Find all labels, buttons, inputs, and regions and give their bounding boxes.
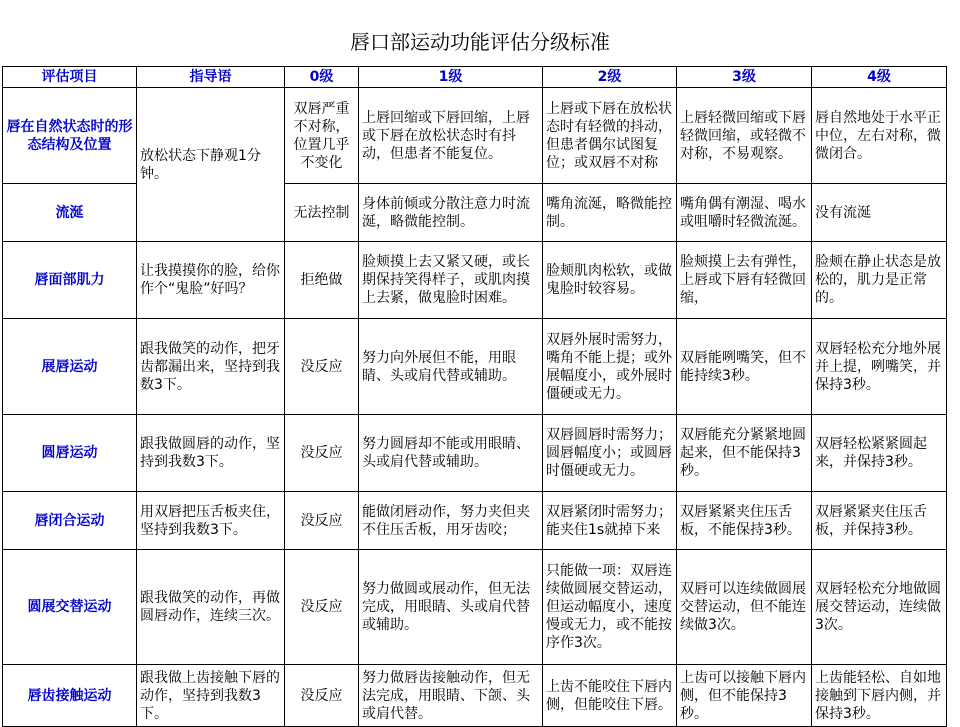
level-2-cell: 脸颊肌肉松软，或做鬼脸时较容易。 <box>543 242 677 319</box>
header-level-4: 4级 <box>812 67 947 88</box>
level-3-cell: 双唇能充分紧紧地圆起来，但不能保持3秒。 <box>677 415 812 492</box>
level-2-cell: 嘴角流涎，略微能控制。 <box>543 184 677 242</box>
level-4-cell: 双唇紧紧夹住压舌板，并保持3秒。 <box>812 492 947 550</box>
level-1-cell: 努力做唇齿接触动作，但无法完成，用眼睛、下颌、头或肩代替。 <box>359 665 543 727</box>
level-4-cell: 脸颊在静止状态是放松的，肌力是正常的。 <box>812 242 947 319</box>
item-cell: 圆展交替运动 <box>3 550 137 665</box>
level-4-cell: 双唇轻松充分地做圆展交替运动，连续做3次。 <box>812 550 947 665</box>
level-1-cell: 努力做圆或展动作，但无法完成，用眼睛、头或肩代替或辅助。 <box>359 550 543 665</box>
guide-cell: 跟我做上齿接触下唇的动作，坚持到我数3下。 <box>137 665 285 727</box>
item-cell: 唇齿接触运动 <box>3 665 137 727</box>
guide-cell: 用双唇把压舌板夹住，坚持到我数3下。 <box>137 492 285 550</box>
item-cell: 唇面部肌力 <box>3 242 137 319</box>
guide-cell: 放松状态下静观1分钟。 <box>137 88 285 242</box>
level-3-cell: 双唇可以连续做圆展交替运动，但不能连续做3次。 <box>677 550 812 665</box>
table-row <box>3 415 947 492</box>
level-3-cell: 双唇能咧嘴笑，但不能持续3秒。 <box>677 319 812 415</box>
level-3-cell: 上齿可以接触下唇内侧，但不能保持3秒。 <box>677 665 812 727</box>
level-0-cell: 无法控制 <box>285 184 359 242</box>
level-1-cell: 努力圆唇却不能或用眼睛、头或肩代替或辅助。 <box>359 415 543 492</box>
table-row <box>3 242 947 319</box>
level-1-cell: 身体前倾或分散注意力时流涎，略微能控制。 <box>359 184 543 242</box>
table-row <box>3 550 947 665</box>
header-row <box>3 67 947 88</box>
header-item: 评估项目 <box>3 67 137 88</box>
page-title: 唇口部运动功能评估分级标准 <box>350 30 610 54</box>
level-1-cell: 脸颊摸上去又紧又硬，或长期保持笑得样子，或肌肉摸上去紧，做鬼脸时困难。 <box>359 242 543 319</box>
level-4-cell: 没有流涎 <box>812 184 947 242</box>
guide-cell: 跟我做圆唇的动作，坚持到我数3下。 <box>137 415 285 492</box>
level-0-cell: 拒绝做 <box>285 242 359 319</box>
level-2-cell: 上齿不能咬住下唇内侧，但能咬住下唇。 <box>543 665 677 727</box>
level-0-cell: 双唇严重不对称，位置几乎不变化 <box>285 88 359 184</box>
table-row <box>3 665 947 727</box>
level-3-cell: 脸颊摸上去有弹性，上唇或下唇有轻微回缩， <box>677 242 812 319</box>
level-0-cell: 没反应 <box>285 415 359 492</box>
level-2-cell: 只能做一项：双唇连续做圆展交替运动，但运动幅度小，速度慢或无力，或不能按序作3次。 <box>543 550 677 665</box>
table-row <box>3 492 947 550</box>
table-row <box>3 319 947 415</box>
item-cell: 唇在自然状态时的形态结构及位置 <box>3 88 137 184</box>
level-0-cell: 没反应 <box>285 319 359 415</box>
level-4-cell: 双唇轻松紧紧圆起来，并保持3秒。 <box>812 415 947 492</box>
header-guide: 指导语 <box>137 67 285 88</box>
guide-cell: 跟我做笑的动作，把牙齿都漏出来，坚持到我数3下。 <box>137 319 285 415</box>
level-4-cell: 双唇轻松充分地外展并上提，咧嘴笑，并保持3秒。 <box>812 319 947 415</box>
level-3-cell: 嘴角偶有潮湿、喝水或咀嚼时轻微流涎。 <box>677 184 812 242</box>
level-2-cell: 双唇紧闭时需努力；能夹住1s就掉下来 <box>543 492 677 550</box>
item-cell: 流涎 <box>3 184 137 242</box>
header-level-3: 3级 <box>677 67 812 88</box>
item-cell: 展唇运动 <box>3 319 137 415</box>
header-level-2: 2级 <box>543 67 677 88</box>
level-1-cell: 能做闭唇动作，努力夹但夹不住压舌板，用牙齿咬； <box>359 492 543 550</box>
header-level-1: 1级 <box>359 67 543 88</box>
level-4-cell: 上齿能轻松、自如地接触到下唇内侧，并保持3秒。 <box>812 665 947 727</box>
header-level-0: 0级 <box>285 67 359 88</box>
level-2-cell: 双唇外展时需努力，嘴角不能上提；或外展幅度小，或外展时僵硬或无力。 <box>543 319 677 415</box>
level-3-cell: 上唇轻微回缩或下唇轻微回缩，或轻微不对称，不易观察。 <box>677 88 812 184</box>
level-1-cell: 上唇回缩或下唇回缩，上唇或下唇在放松状态时有抖动，但患者不能复位。 <box>359 88 543 184</box>
level-0-cell: 没反应 <box>285 492 359 550</box>
level-3-cell: 双唇紧紧夹住压舌板，不能保持3秒。 <box>677 492 812 550</box>
level-4-cell: 唇自然地处于水平正中位，左右对称，微微闭合。 <box>812 88 947 184</box>
level-1-cell: 努力向外展但不能，用眼睛、头或肩代替或辅助。 <box>359 319 543 415</box>
item-cell: 圆唇运动 <box>3 415 137 492</box>
item-cell: 唇闭合运动 <box>3 492 137 550</box>
grading-table <box>2 66 947 727</box>
level-2-cell: 双唇圆唇时需努力；圆唇幅度小；或圆唇时僵硬或无力。 <box>543 415 677 492</box>
table-row <box>3 88 947 184</box>
guide-cell: 让我摸摸你的脸，给你作个“鬼脸”好吗？ <box>137 242 285 319</box>
guide-cell: 跟我做笑的动作，再做圆唇动作，连续三次。 <box>137 550 285 665</box>
level-2-cell: 上唇或下唇在放松状态时有轻微的抖动，但患者偶尔试图复位；或双唇不对称 <box>543 88 677 184</box>
level-0-cell: 没反应 <box>285 665 359 727</box>
level-0-cell: 没反应 <box>285 550 359 665</box>
